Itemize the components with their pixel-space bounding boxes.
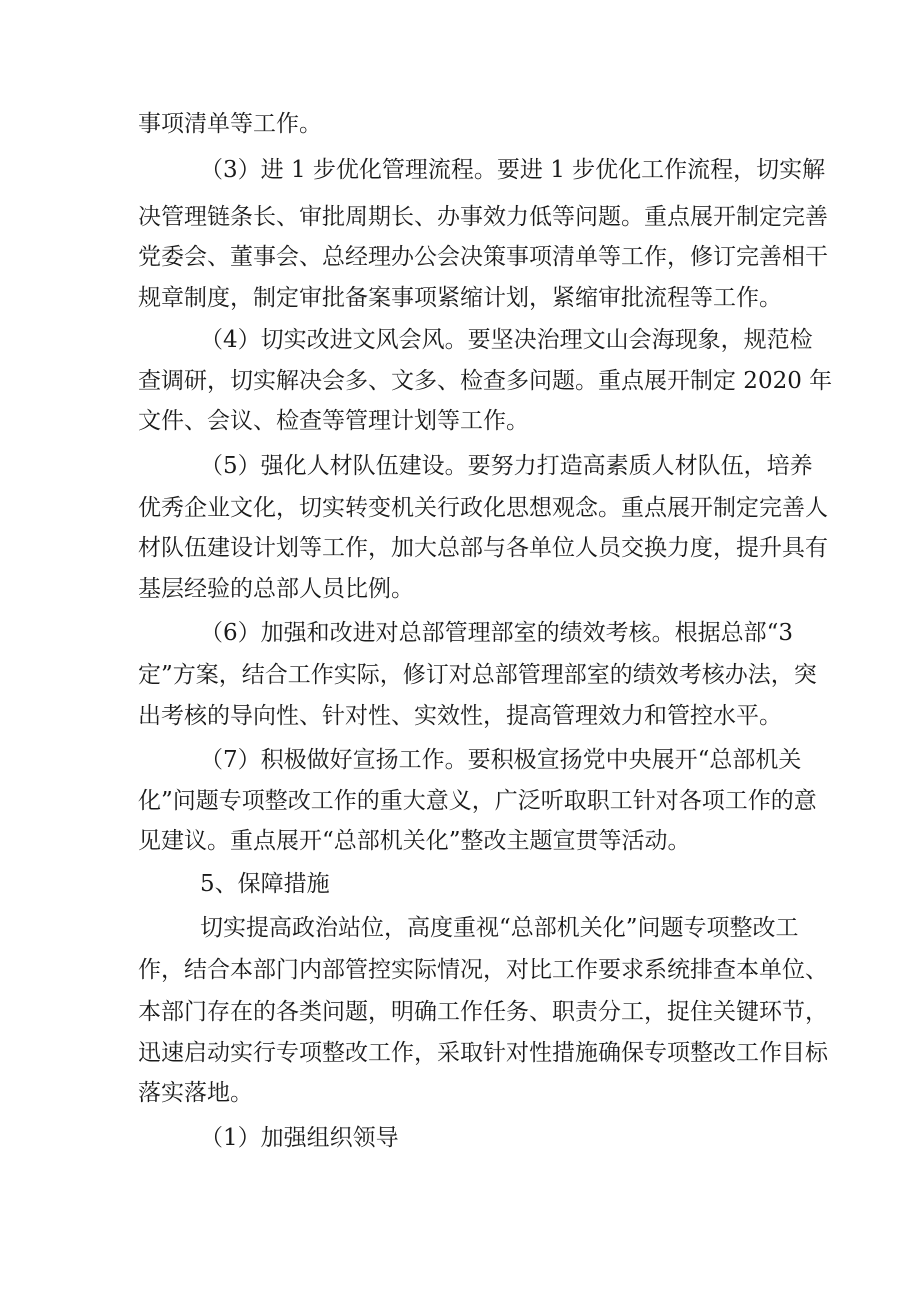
text-line: 作，结合本部门内部管控实际情况，对比工作要求系统排查本单位、 xyxy=(138,957,828,983)
text-line: 查调研，切实解决会多、文多、检查多问题。重点展开制定 2020 年 xyxy=(138,368,833,394)
subsection-heading: （1）加强组织领导 xyxy=(200,1125,399,1151)
text-line: 决管理链条长、审批周期长、办事效力低等问题。重点展开制定完善 xyxy=(138,204,828,230)
text-line: 党委会、董事会、总经理办公会决策事项清单等工作，修订完善相干 xyxy=(138,244,828,270)
section-heading: 5、保障措施 xyxy=(200,871,330,897)
text-line: 基层经验的总部人员比例。 xyxy=(138,576,414,602)
text-line: 定”方案，结合工作实际，修订对总部管理部室的绩效考核办法，突 xyxy=(138,662,817,688)
text-line: （6）加强和改进对总部管理部室的绩效考核。根据总部“3 xyxy=(200,620,794,646)
text-line: （3）进 1 步优化管理流程。要进 1 步优化工作流程，切实解 xyxy=(200,157,826,183)
text-line: （7）积极做好宣扬工作。要积极宣扬党中央展开“总部机关 xyxy=(200,747,802,773)
text-line: 优秀企业文化，切实转变机关行政化思想观念。重点展开制定完善人 xyxy=(138,495,828,521)
text-line: 事项清单等工作。 xyxy=(138,111,322,137)
text-line: 出考核的导向性、针对性、实效性，提高管理效力和管控水平。 xyxy=(138,703,782,729)
text-line: 落实落地。 xyxy=(138,1080,253,1106)
text-line: 迅速启动实行专项整改工作，采取针对性措施确保专项整改工作目标 xyxy=(138,1040,828,1066)
text-line: 规章制度，制定审批备案事项紧缩计划，紧缩审批流程等工作。 xyxy=(138,285,782,311)
text-line: （4）切实改进文风会风。要坚决治理文山会海现象，规范检 xyxy=(200,327,813,353)
text-line: 见建议。重点展开“总部机关化”整改主题宣贯等活动。 xyxy=(138,828,691,854)
text-line: 化”问题专项整改工作的重大意义，广泛听取职工针对各项工作的意 xyxy=(138,788,817,814)
text-line: 切实提高政治站位，高度重视“总部机关化”问题专项整改工 xyxy=(200,915,799,941)
text-line: 材队伍建设计划等工作，加大总部与各单位人员交换力度，提升具有 xyxy=(138,535,828,561)
text-line: 文件、会议、检查等管理计划等工作。 xyxy=(138,408,529,434)
text-line: （5）强化人材队伍建设。要努力打造高素质人材队伍，培养 xyxy=(200,453,813,479)
text-line: 本部门存在的各类问题，明确工作任务、职责分工，捉住关键环节， xyxy=(138,999,828,1025)
